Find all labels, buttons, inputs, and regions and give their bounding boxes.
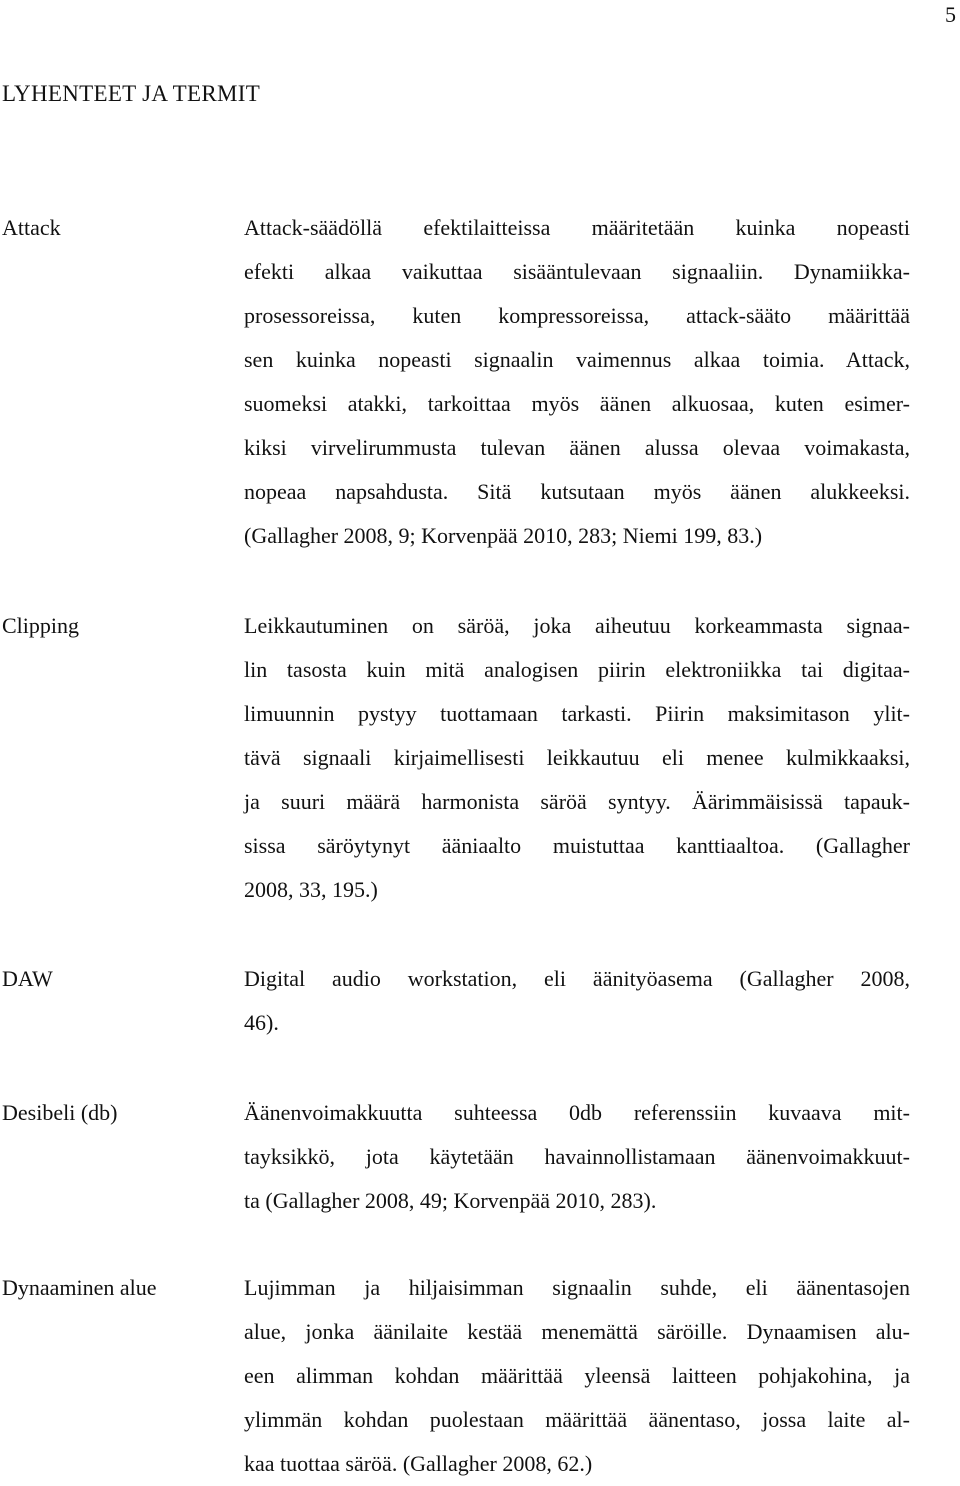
definition-line: efekti alkaa vaikuttaa sisääntulevaan signaaliin. Dynamiikka- <box>244 259 910 284</box>
definition-line: alue, jonka äänilaite kestää menemättä säröille. Dynaamisen alu- <box>244 1319 910 1344</box>
definition-desibeli <box>244 1091 910 1223</box>
definition-line: ylimmän kohdan puolestaan määrittää äänentaso, jossa laite al- <box>244 1407 910 1432</box>
definition-line: nopeaa napsahdusta. Sitä kutsutaan myös äänen alukkeeksi. <box>244 479 910 504</box>
definition-clipping <box>244 604 910 912</box>
definition-line: prosessoreissa, kuten kompressoreissa, attack-sääto määrittää <box>244 303 910 328</box>
term-desibeli: Desibeli (db) <box>2 1100 118 1125</box>
definition-line: kiksi virvelirummusta tulevan äänen alussa olevaa voimakasta, <box>244 435 910 460</box>
definition-line: lin tasosta kuin mitä analogisen piirin elektroniikka tai digitaa- <box>244 657 910 682</box>
definition-line: sen kuinka nopeasti signaalin vaimennus alkaa toimia. Attack, <box>244 347 910 372</box>
definition-line: suomeksi atakki, tarkoittaa myös äänen alkuosaa, kuten esimer- <box>244 391 910 416</box>
definition-daw <box>244 957 910 1045</box>
term-attack: Attack <box>2 215 61 240</box>
page-number: 5 <box>945 2 956 27</box>
definition-line: limuunnin pystyy tuottamaan tarkasti. Piirin maksimitason ylit- <box>244 701 910 726</box>
definition-line: 2008, 33, 195.) <box>244 877 378 902</box>
term-dynaaminen-alue: Dynaaminen alue <box>2 1275 157 1300</box>
definition-line: kaa tuottaa säröä. (Gallagher 2008, 62.) <box>244 1451 593 1476</box>
definition-line: Äänenvoimakkuutta suhteessa 0db referenssiin kuvaava mit- <box>244 1100 910 1125</box>
definition-line: Lujimman ja hiljaisimman signaalin suhde, eli äänentasojen <box>244 1275 910 1300</box>
definition-line: ja suuri määrä harmonista säröä syntyy. Äärimmäisissä tapauk- <box>244 789 910 814</box>
definition-dynaaminen-alue <box>244 1266 910 1486</box>
definition-line: Attack-säädöllä efektilaitteissa määritetään kuinka nopeasti <box>244 215 910 240</box>
definition-line: tayksikkö, jota käytetään havainnollistamaan äänenvoimakkuut- <box>244 1144 910 1169</box>
definition-line: een alimman kohdan määrittää yleensä laitteen pohjakohina, ja <box>244 1363 910 1388</box>
definition-line: sissa säröytynyt ääniaalto muistuttaa kanttiaaltoa. (Gallagher <box>244 833 910 858</box>
definition-line: ta (Gallagher 2008, 49; Korvenpää 2010, 283). <box>244 1188 657 1213</box>
page-title: LYHENTEET JA TERMIT <box>2 81 261 106</box>
definition-attack <box>244 206 910 558</box>
definition-line: (Gallagher 2008, 9; Korvenpää 2010, 283; Niemi 199, 83.) <box>244 523 763 548</box>
definition-line: 46). <box>244 1010 279 1035</box>
definition-line: Leikkautuminen on säröä, joka aiheutuu korkeammasta signaa- <box>244 613 910 638</box>
definition-line: tävä signaali kirjaimellisesti leikkautuu eli menee kulmikkaaksi, <box>244 745 910 770</box>
term-clipping: Clipping <box>2 613 80 638</box>
definition-line: Digital audio workstation, eli äänityöasema (Gallagher 2008, <box>244 966 910 991</box>
term-daw: DAW <box>2 966 53 991</box>
